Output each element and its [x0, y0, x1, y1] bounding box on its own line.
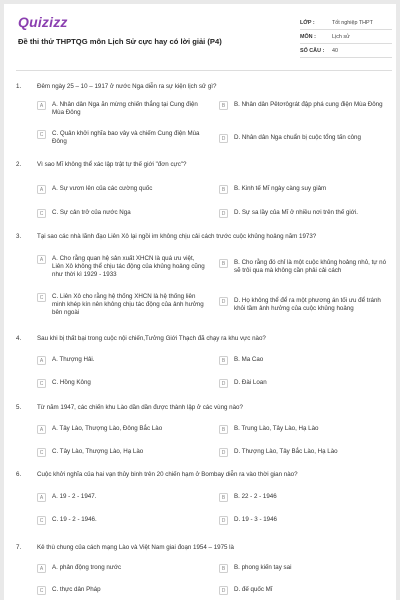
option-text: B. Cho rằng đó chỉ là một cuộc khủng hoảng nhỏ, tự nó sẽ trôi qua mà không cần phải cải cách [234, 259, 387, 274]
option-text: A. Nhân dân Nga ăn mừng chiến thắng tại Cung điện Mùa Đông [52, 101, 198, 116]
question-text: Kẻ thù chung của cách mạng Lào và Việt Nam giai đoạn 1954 – 1975 là [37, 544, 234, 551]
option-letter-badge: C [37, 586, 46, 595]
meta-value: Tốt nghiệp THPT [332, 19, 373, 26]
meta-value: Lịch sử [332, 33, 350, 40]
option-letter-badge: D [219, 297, 228, 306]
meta-key: SỐ CÂU : [300, 47, 325, 54]
option-a[interactable] [37, 255, 207, 279]
option-text: B. Nhân dân Pêtơrôgrát đập phá cung điện Mùa Đông [234, 101, 383, 108]
option-text: A. Sự vươn lên của các cường quốc [52, 185, 153, 192]
option-text: A. 19 - 2 - 1947. [52, 493, 97, 500]
option-text: D. đế quốc Mĩ [234, 586, 273, 593]
option-letter-badge: A [37, 493, 46, 502]
meta-table [300, 16, 392, 58]
option-c[interactable] [37, 293, 207, 317]
quizizz-logo: Quizizz [18, 14, 68, 30]
question-text: Đêm ngày 25 – 10 – 1917 ở nước Nga diễn ra sự kiện lịch sử gì? [37, 83, 217, 90]
option-d[interactable] [219, 134, 389, 143]
option-a[interactable] [37, 425, 207, 434]
question-number: 4. [16, 335, 22, 342]
option-letter-badge: C [37, 130, 46, 139]
meta-key: LỚP : [300, 19, 315, 26]
option-letter-badge: B [219, 425, 228, 434]
option-a[interactable] [37, 564, 207, 573]
option-text: A. Thượng Hải. [52, 356, 95, 363]
option-text: D. Sự sa lầy của Mĩ ở nhiều nơi trên thế giới. [234, 209, 358, 216]
option-letter-badge: D [219, 448, 228, 457]
option-letter-badge: B [219, 101, 228, 110]
meta-row-subject [300, 30, 392, 44]
option-letter-badge: A [37, 185, 46, 194]
option-text: A. phản động trong nước [52, 564, 122, 571]
option-b[interactable] [219, 425, 389, 434]
option-d[interactable] [219, 297, 389, 313]
option-text: C. thực dân Pháp [52, 586, 101, 593]
option-b[interactable] [219, 564, 389, 573]
option-c[interactable] [37, 379, 207, 388]
question-text: Sau khi bị thất bại trong cuộc nội chiến,Tưởng Giới Thạch đã chạy ra khu vực nào? [37, 335, 266, 342]
question-text: Cuộc khởi nghĩa của hai vạn thủy binh trên 20 chiến hạm ở Bombay diễn ra vào thời gian nào? [37, 471, 298, 478]
question-text: Vì sao Mĩ không thể xác lập trật tự thế giới "đơn cực"? [37, 161, 187, 168]
option-letter-badge: C [37, 209, 46, 218]
meta-key: MÔN : [300, 33, 316, 40]
option-b[interactable] [219, 356, 389, 365]
question-number: 5. [16, 404, 22, 411]
option-letter-badge: C [37, 448, 46, 457]
option-c[interactable] [37, 130, 207, 146]
option-letter-badge: D [219, 209, 228, 218]
page-title: Đề thi thử THPTQG môn Lịch Sử cực hay có lời giải (P4) [18, 37, 222, 46]
option-text: C. Quân khởi nghĩa bao vây và chiếm Cung điện Mùa Đông [52, 130, 200, 145]
question-number: 1. [16, 83, 22, 90]
option-b[interactable] [219, 185, 389, 194]
question-number: 3. [16, 233, 22, 240]
option-letter-badge: A [37, 255, 46, 264]
option-a[interactable] [37, 356, 207, 365]
question-text: Tại sao các nhà lãnh đạo Liên Xô lại ngồi im không chịu cải cách trước cuộc khủng hoảng năm 1973? [37, 233, 317, 240]
meta-row-class [300, 16, 392, 30]
option-letter-badge: B [219, 185, 228, 194]
option-letter-badge: B [219, 564, 228, 573]
option-text: C. Hồng Kông [52, 379, 91, 386]
option-text: B. Kinh tế Mĩ ngày càng suy giảm [234, 185, 327, 192]
meta-row-count [300, 44, 392, 58]
option-letter-badge: B [219, 493, 228, 502]
option-letter-badge: D [219, 516, 228, 525]
option-text: B. 22 - 2 - 1946 [234, 493, 277, 500]
option-d[interactable] [219, 516, 389, 525]
option-text: B. Ma Cao [234, 356, 264, 363]
option-c[interactable] [37, 448, 207, 457]
question-number: 6. [16, 471, 22, 478]
option-c[interactable] [37, 209, 207, 218]
option-letter-badge: A [37, 425, 46, 434]
question-number: 7. [16, 544, 22, 551]
option-d[interactable] [219, 586, 389, 595]
option-text: D. Đài Loan [234, 379, 267, 386]
option-text: D. Nhân dân Nga chuẩn bị cuộc tổng tấn công [234, 134, 361, 141]
option-a[interactable] [37, 185, 207, 194]
option-letter-badge: A [37, 101, 46, 110]
option-text: D. Họ không thể để ra một phương án tối ưu để tránh khỏi tầm ảnh hưởng của cuộc khủng hoảng [234, 297, 381, 312]
option-text: C. Sự cản trở của nước Nga [52, 209, 131, 216]
option-text: A. Cho rằng quan hệ sản xuất XHCN là quá ưu việt, Liên Xô không thể chịu tác động của khủng hoảng cũng như thời kì 1929 - 1933 [52, 255, 205, 278]
option-b[interactable] [219, 493, 389, 502]
option-text: D. Thượng Lào, Tây Bắc Lào, Hạ Lào [234, 448, 338, 455]
option-d[interactable] [219, 448, 389, 457]
option-b[interactable] [219, 101, 389, 110]
question-text: Từ năm 1947, các chiến khu Lào dần dần được thành lập ở các vùng nào? [37, 404, 243, 411]
question-number: 2. [16, 161, 22, 168]
option-letter-badge: D [219, 134, 228, 143]
option-text: C. Liên Xô cho rằng hệ thống XHCN là hệ thống liên minh khép kín nên không chịu tác động của ảnh hưởng bên ngoài [52, 293, 204, 316]
option-letter-badge: B [219, 259, 228, 268]
option-a[interactable] [37, 493, 207, 502]
option-letter-badge: C [37, 379, 46, 388]
option-letter-badge: A [37, 564, 46, 573]
worksheet-page [4, 4, 396, 600]
option-d[interactable] [219, 209, 389, 218]
option-letter-badge: D [219, 379, 228, 388]
option-letter-badge: B [219, 356, 228, 365]
option-text: C. 19 - 2 - 1946. [52, 516, 97, 523]
option-letter-badge: D [219, 586, 228, 595]
option-text: C. Tây Lào, Thượng Lào, Hạ Lào [52, 448, 144, 455]
option-text: D. 19 - 3 - 1946 [234, 516, 277, 523]
option-letter-badge: C [37, 516, 46, 525]
option-text: A. Tây Lào, Thượng Lào, Đông Bắc Lào [52, 425, 163, 432]
option-text: B. phong kiến tay sai [234, 564, 292, 571]
option-c[interactable] [37, 586, 207, 595]
option-c[interactable] [37, 516, 207, 525]
option-a[interactable] [37, 101, 207, 117]
header-divider [16, 70, 392, 71]
option-b[interactable] [219, 259, 389, 275]
option-d[interactable] [219, 379, 389, 388]
option-text: B. Trung Lào, Tây Lào, Hạ Lào [234, 425, 319, 432]
option-letter-badge: A [37, 356, 46, 365]
meta-value: 40 [332, 47, 338, 54]
option-letter-badge: C [37, 293, 46, 302]
